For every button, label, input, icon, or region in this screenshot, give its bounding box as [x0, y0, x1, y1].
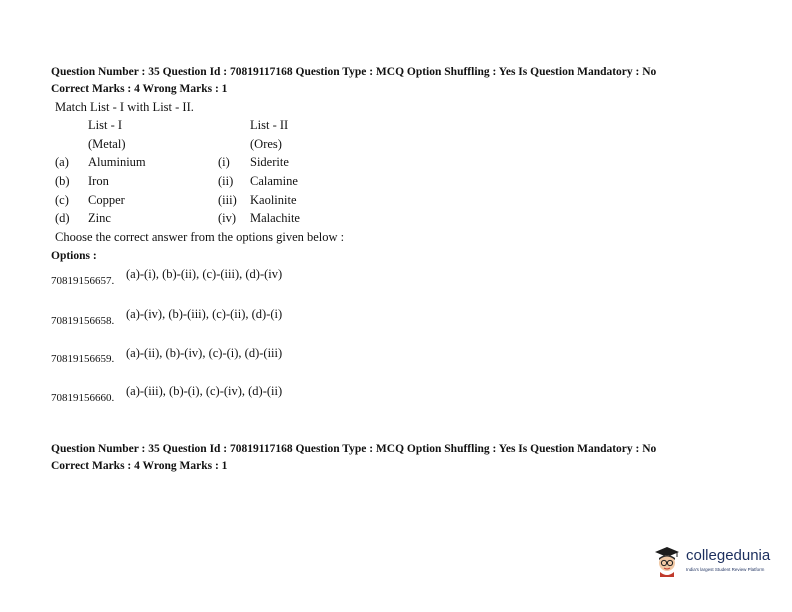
row-metal: Iron: [88, 174, 109, 188]
option-text[interactable]: (a)-(iv), (b)-(iii), (c)-(ii), (d)-(i): [126, 307, 283, 321]
question-header: Question Number : 35 Question Id : 70819117168 Question Type : MCQ Option Shuffling : Yes Is Question Mandatory : No: [51, 66, 657, 78]
logo-tagline: India's largest Student Review Platform: [686, 567, 765, 572]
option-text[interactable]: (a)-(iii), (b)-(i), (c)-(iv), (d)-(ii): [126, 384, 283, 398]
collegedunia-logo: [652, 545, 782, 577]
student-mascot-icon: [652, 545, 682, 577]
row-ore: Siderite: [250, 155, 289, 169]
row-label: (a): [55, 155, 69, 169]
row-label: (c): [55, 193, 69, 207]
question-header: Question Number : 35 Question Id : 70819117168 Question Type : MCQ Option Shuffling : Yes Is Question Mandatory : No: [51, 443, 657, 455]
question-prompt: Match List - I with List - II.: [55, 100, 194, 114]
row-metal: Copper: [88, 193, 125, 207]
list2-title: List - II: [250, 118, 289, 132]
option-id: 70819156659.: [51, 353, 115, 365]
options-label: Options :: [51, 250, 97, 262]
row-metal: Aluminium: [88, 155, 146, 169]
row-label: (b): [55, 174, 70, 188]
marks-line: Correct Marks : 4 Wrong Marks : 1: [51, 460, 228, 472]
row-metal: Zinc: [88, 211, 111, 225]
list2-subtitle: (Ores): [250, 137, 282, 151]
row-roman: (i): [218, 155, 230, 169]
list1-subtitle: (Metal): [88, 137, 126, 151]
option-id: 70819156658.: [51, 315, 115, 327]
row-label: (d): [55, 211, 70, 225]
option-text[interactable]: (a)-(i), (b)-(ii), (c)-(iii), (d)-(iv): [126, 267, 283, 281]
option-id: 70819156660.: [51, 392, 115, 404]
row-ore: Calamine: [250, 174, 298, 188]
row-ore: Malachite: [250, 211, 300, 225]
row-roman: (iv): [218, 211, 237, 225]
row-roman: (ii): [218, 174, 234, 188]
marks-line: Correct Marks : 4 Wrong Marks : 1: [51, 83, 228, 95]
question-instruction: Choose the correct answer from the options given below :: [55, 230, 345, 244]
logo-name: collegedunia: [686, 547, 771, 564]
option-text[interactable]: (a)-(ii), (b)-(iv), (c)-(i), (d)-(iii): [126, 346, 283, 360]
option-id: 70819156657.: [51, 275, 115, 287]
row-ore: Kaolinite: [250, 193, 297, 207]
list1-title: List - I: [88, 118, 123, 132]
row-roman: (iii): [218, 193, 237, 207]
